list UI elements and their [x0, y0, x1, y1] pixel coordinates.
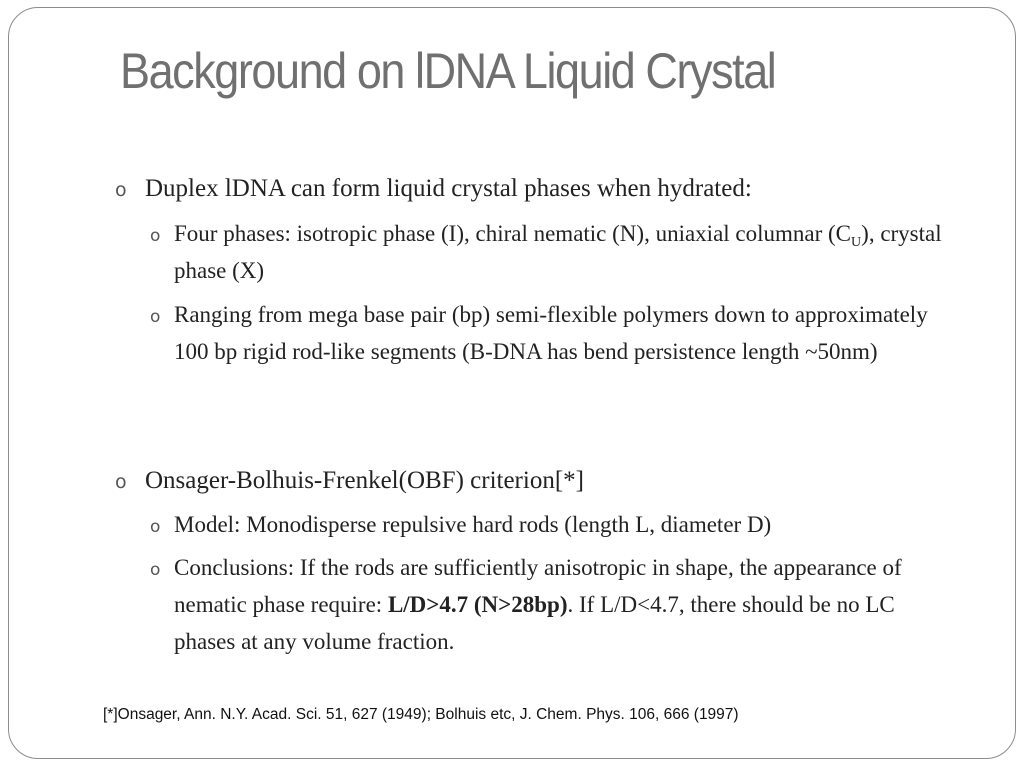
text-part: ), crystal phase (X) [174, 221, 942, 283]
bullet-marker-icon: o [150, 517, 161, 537]
bullet-text: Ranging from mega base pair (bp) semi-flexible polymers down to approximately 100 bp rigid rod-like segments (B-DNA has bend persistence length ~50nm) [174, 302, 928, 364]
bullet-four-phases [150, 215, 970, 289]
bullet-text: Onsager-Bolhuis-Frenkel(OBF) criterion[*] [145, 467, 584, 494]
footnote-reference: [*]Onsager, Ann. N.Y. Acad. Sci. 51, 627 (1949); Bolhuis etc, J. Chem. Phys. 106, 666 (1997) [103, 706, 739, 723]
bullet-marker-icon: o [115, 179, 127, 201]
bullet-obf-criterion [115, 462, 995, 501]
bullet-model [150, 506, 980, 546]
bullet-marker-icon: o [150, 307, 161, 327]
bullet-text [174, 549, 920, 660]
bullet-duplex-ldna [115, 170, 995, 209]
bullet-text [174, 215, 970, 289]
criterion-highlight: L/D>4.7 (N>28bp) [387, 592, 568, 617]
bullet-marker-icon: o [150, 226, 161, 246]
bullet-marker-icon: o [115, 471, 127, 493]
bullet-ranging [150, 296, 950, 370]
text-part: Conclusions: If the rods are sufficiently anisotropic in shape, the appearance of nematic phase require: [174, 555, 902, 617]
slide-title: Background on lDNA Liquid Crystal [120, 43, 776, 99]
bullet-text: Duplex lDNA can form liquid crystal phases when hydrated: [145, 175, 752, 202]
text-part: Four phases: isotropic phase (I), chiral nematic (N), uniaxial columnar (C [174, 221, 852, 246]
bullet-conclusions [150, 549, 920, 660]
bullet-marker-icon: o [150, 560, 161, 580]
bullet-text: Model: Monodisperse repulsive hard rods (length L, diameter D) [174, 512, 772, 537]
text-part: . If L/D<4.7, there should be no LC phases at any volume fraction. [174, 592, 895, 654]
subscript: U [851, 235, 862, 250]
